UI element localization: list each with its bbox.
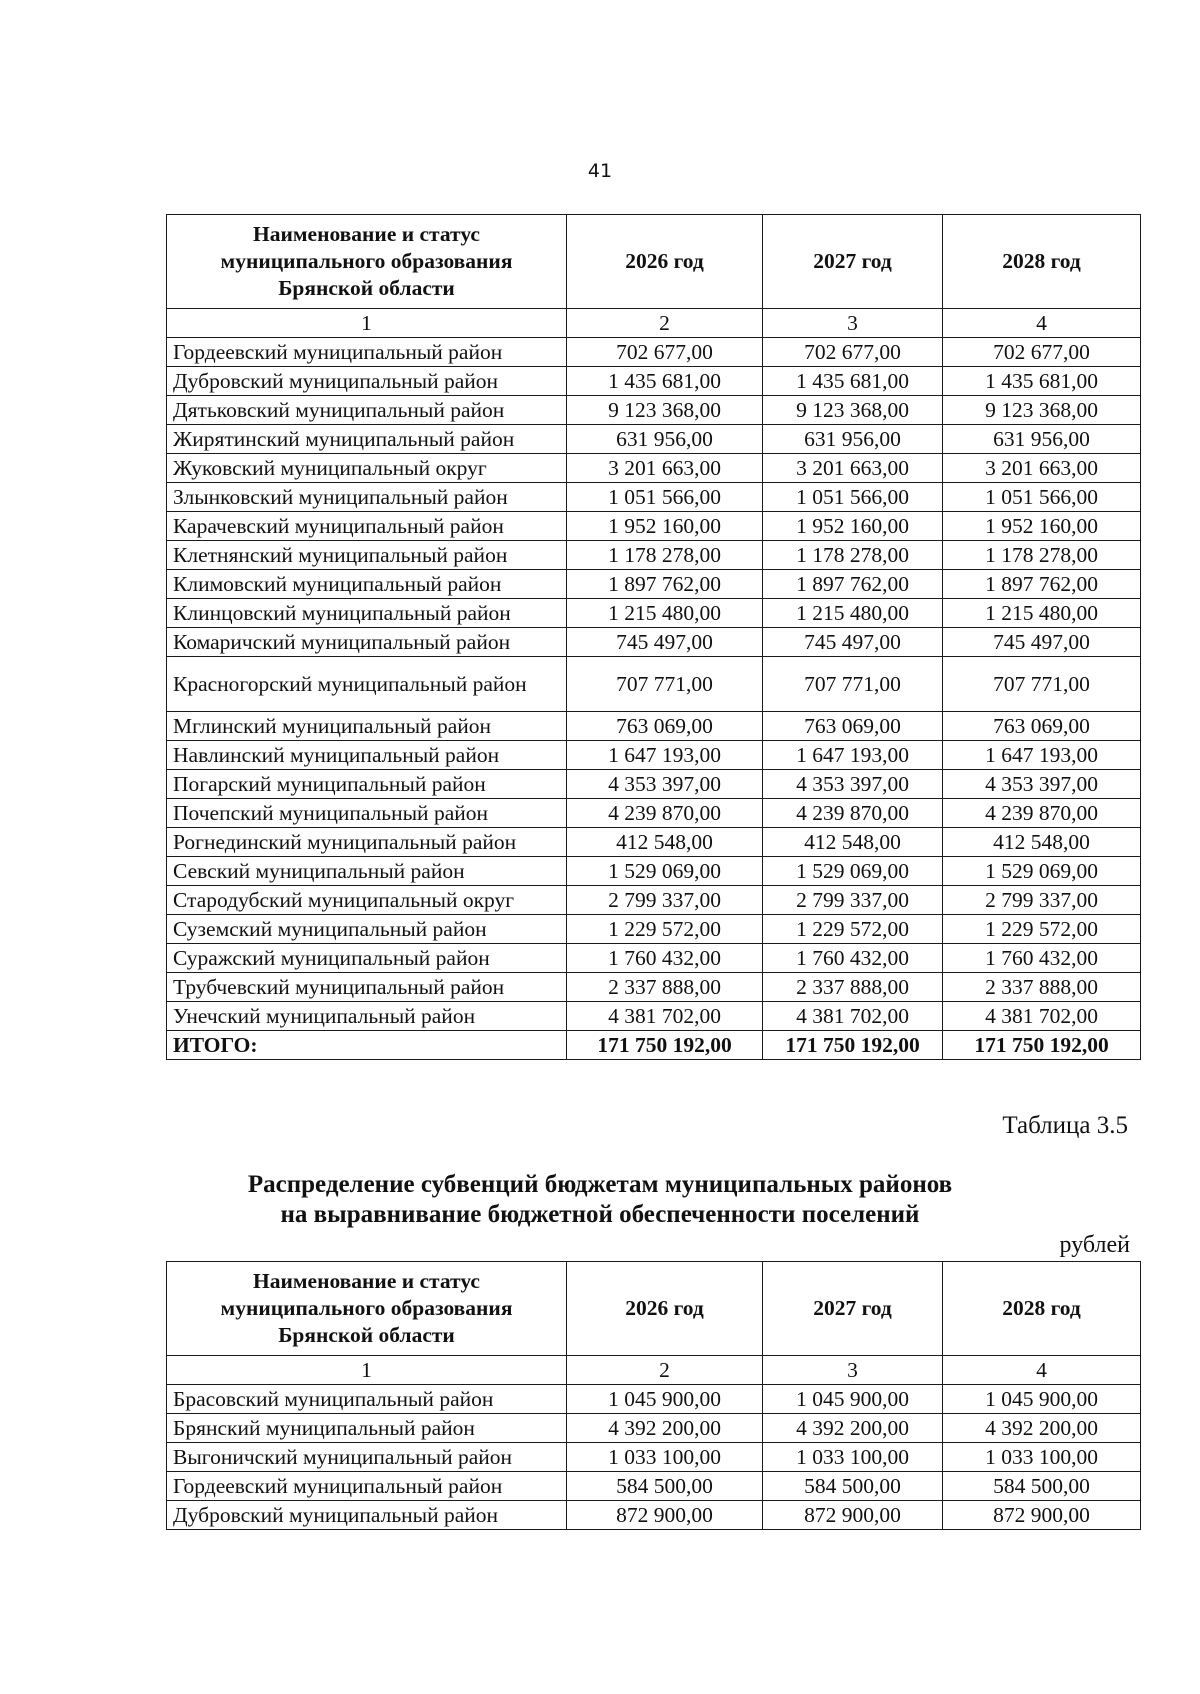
header-name: Наименование и статус муниципального образования Брянской области <box>167 215 567 309</box>
row-value-2028: 1 529 069,00 <box>943 857 1141 886</box>
section-title-line-1: Распределение субвенций бюджетам муниципальных районов <box>247 1171 953 1198</box>
row-value-2027: 3 201 663,00 <box>763 454 943 483</box>
row-value-2027: 2 799 337,00 <box>763 886 943 915</box>
table-row <box>167 741 1141 770</box>
row-name: Комаричский муниципальный район <box>167 628 567 657</box>
table-row <box>167 599 1141 628</box>
row-value-2027: 631 956,00 <box>763 425 943 454</box>
table-row <box>167 944 1141 973</box>
total-row <box>167 1031 1141 1060</box>
row-value-2027: 412 548,00 <box>763 828 943 857</box>
row-value-2027: 1 229 572,00 <box>763 915 943 944</box>
row-value-2026: 3 201 663,00 <box>567 454 763 483</box>
row-value-2026: 412 548,00 <box>567 828 763 857</box>
row-value-2028: 1 952 160,00 <box>943 512 1141 541</box>
row-name: Брасовский муниципальный район <box>167 1385 567 1414</box>
row-value-2026: 2 337 888,00 <box>567 973 763 1002</box>
table-row <box>167 1472 1141 1501</box>
row-name: Климовский муниципальный район <box>167 570 567 599</box>
row-value-2026: 745 497,00 <box>567 628 763 657</box>
table-row <box>167 1002 1141 1031</box>
header-2027: 2027 год <box>763 215 943 309</box>
row-value-2028: 1 435 681,00 <box>943 367 1141 396</box>
row-value-2028: 1 760 432,00 <box>943 944 1141 973</box>
section-title-line-2: на выравнивание бюджетной обеспеченности поселений <box>280 1201 920 1228</box>
subsidy-table-1 <box>166 214 1141 1060</box>
row-value-2026: 9 123 368,00 <box>567 396 763 425</box>
table-row <box>167 1443 1141 1472</box>
row-value-2027: 1 045 900,00 <box>763 1385 943 1414</box>
row-value-2026: 1 435 681,00 <box>567 367 763 396</box>
table-label: Таблица 3.5 <box>1002 1112 1128 1139</box>
column-index: 2 <box>567 309 763 338</box>
row-value-2028: 4 353 397,00 <box>943 770 1141 799</box>
row-value-2028: 2 337 888,00 <box>943 973 1141 1002</box>
row-name: Трубчевский муниципальный район <box>167 973 567 1002</box>
row-value-2026: 702 677,00 <box>567 338 763 367</box>
row-value-2026: 1 229 572,00 <box>567 915 763 944</box>
row-value-2027: 1 952 160,00 <box>763 512 943 541</box>
row-value-2027: 1 215 480,00 <box>763 599 943 628</box>
row-value-2028: 9 123 368,00 <box>943 396 1141 425</box>
table-header-row <box>167 215 1141 309</box>
row-name: Жуковский муниципальный округ <box>167 454 567 483</box>
table-row <box>167 799 1141 828</box>
row-value-2027: 4 392 200,00 <box>763 1414 943 1443</box>
row-value-2027: 763 069,00 <box>763 712 943 741</box>
total-2027: 171 750 192,00 <box>763 1031 943 1060</box>
table-row <box>167 570 1141 599</box>
row-name: Стародубский муниципальный округ <box>167 886 567 915</box>
table-row <box>167 396 1141 425</box>
page-number: 41 <box>587 160 613 182</box>
row-value-2027: 1 033 100,00 <box>763 1443 943 1472</box>
row-value-2026: 1 647 193,00 <box>567 741 763 770</box>
row-value-2026: 872 900,00 <box>567 1501 763 1530</box>
row-name: Клинцовский муниципальный район <box>167 599 567 628</box>
table-row <box>167 828 1141 857</box>
row-value-2028: 4 381 702,00 <box>943 1002 1141 1031</box>
column-index: 4 <box>943 309 1141 338</box>
column-index: 2 <box>567 1356 763 1385</box>
row-value-2026: 4 239 870,00 <box>567 799 763 828</box>
row-value-2028: 4 239 870,00 <box>943 799 1141 828</box>
table-row <box>167 886 1141 915</box>
unit-label: рублей <box>1059 1232 1130 1258</box>
row-value-2027: 745 497,00 <box>763 628 943 657</box>
row-name: Унечский муниципальный район <box>167 1002 567 1031</box>
header-2028: 2028 год <box>943 1262 1141 1356</box>
row-value-2028: 745 497,00 <box>943 628 1141 657</box>
row-name: Суражский муниципальный район <box>167 944 567 973</box>
table-row <box>167 770 1141 799</box>
row-value-2027: 1 529 069,00 <box>763 857 943 886</box>
row-value-2028: 3 201 663,00 <box>943 454 1141 483</box>
row-value-2028: 412 548,00 <box>943 828 1141 857</box>
row-value-2028: 584 500,00 <box>943 1472 1141 1501</box>
table-row <box>167 915 1141 944</box>
row-name: Выгоничский муниципальный район <box>167 1443 567 1472</box>
table-row <box>167 1501 1141 1530</box>
row-value-2027: 872 900,00 <box>763 1501 943 1530</box>
table-body <box>167 1385 1141 1530</box>
row-name: Красногорский муниципальный район <box>167 657 567 712</box>
row-value-2027: 584 500,00 <box>763 1472 943 1501</box>
row-value-2027: 4 381 702,00 <box>763 1002 943 1031</box>
section-title <box>0 1170 1200 1230</box>
row-value-2027: 1 051 566,00 <box>763 483 943 512</box>
table-row <box>167 338 1141 367</box>
table-row <box>167 483 1141 512</box>
row-name: Клетнянский муниципальный район <box>167 541 567 570</box>
row-name: Жирятинский муниципальный район <box>167 425 567 454</box>
row-value-2028: 1 647 193,00 <box>943 741 1141 770</box>
row-value-2026: 4 392 200,00 <box>567 1414 763 1443</box>
row-value-2028: 763 069,00 <box>943 712 1141 741</box>
row-value-2026: 631 956,00 <box>567 425 763 454</box>
row-value-2028: 1 178 278,00 <box>943 541 1141 570</box>
row-value-2028: 2 799 337,00 <box>943 886 1141 915</box>
row-value-2026: 2 799 337,00 <box>567 886 763 915</box>
row-value-2028: 631 956,00 <box>943 425 1141 454</box>
row-name: Гордеевский муниципальный район <box>167 1472 567 1501</box>
row-name: Навлинский муниципальный район <box>167 741 567 770</box>
row-value-2028: 872 900,00 <box>943 1501 1141 1530</box>
row-value-2028: 1 033 100,00 <box>943 1443 1141 1472</box>
row-name: Брянский муниципальный район <box>167 1414 567 1443</box>
table-row <box>167 657 1141 712</box>
row-value-2027: 702 677,00 <box>763 338 943 367</box>
row-name: Дубровский муниципальный район <box>167 1501 567 1530</box>
table-row <box>167 628 1141 657</box>
column-index: 3 <box>763 309 943 338</box>
header-2027: 2027 год <box>763 1262 943 1356</box>
row-value-2027: 1 178 278,00 <box>763 541 943 570</box>
row-name: Дятьковский муниципальный район <box>167 396 567 425</box>
total-label: ИТОГО: <box>167 1031 567 1060</box>
row-value-2026: 1 045 900,00 <box>567 1385 763 1414</box>
row-value-2027: 707 771,00 <box>763 657 943 712</box>
table-row <box>167 857 1141 886</box>
row-value-2028: 4 392 200,00 <box>943 1414 1141 1443</box>
row-value-2028: 1 215 480,00 <box>943 599 1141 628</box>
column-index-row <box>167 309 1141 338</box>
row-value-2026: 763 069,00 <box>567 712 763 741</box>
row-name: Суземский муниципальный район <box>167 915 567 944</box>
row-value-2027: 1 435 681,00 <box>763 367 943 396</box>
row-value-2027: 1 760 432,00 <box>763 944 943 973</box>
header-name: Наименование и статус муниципального образования Брянской области <box>167 1262 567 1356</box>
table-row <box>167 541 1141 570</box>
subsidy-table-2 <box>166 1261 1141 1530</box>
row-value-2028: 1 051 566,00 <box>943 483 1141 512</box>
row-value-2027: 4 239 870,00 <box>763 799 943 828</box>
table-row <box>167 973 1141 1002</box>
row-value-2026: 707 771,00 <box>567 657 763 712</box>
header-2026: 2026 год <box>567 1262 763 1356</box>
row-value-2026: 4 353 397,00 <box>567 770 763 799</box>
row-name: Карачевский муниципальный район <box>167 512 567 541</box>
table-header-row <box>167 1262 1141 1356</box>
column-index: 1 <box>167 1356 567 1385</box>
row-value-2027: 9 123 368,00 <box>763 396 943 425</box>
total-2028: 171 750 192,00 <box>943 1031 1141 1060</box>
total-2026: 171 750 192,00 <box>567 1031 763 1060</box>
row-value-2028: 1 229 572,00 <box>943 915 1141 944</box>
column-index: 1 <box>167 309 567 338</box>
table-row <box>167 367 1141 396</box>
row-name: Погарский муниципальный район <box>167 770 567 799</box>
row-name: Севский муниципальный район <box>167 857 567 886</box>
row-name: Злынковский муниципальный район <box>167 483 567 512</box>
row-value-2027: 1 897 762,00 <box>763 570 943 599</box>
header-2028: 2028 год <box>943 215 1141 309</box>
row-value-2028: 702 677,00 <box>943 338 1141 367</box>
row-name: Почепский муниципальный район <box>167 799 567 828</box>
row-value-2026: 1 178 278,00 <box>567 541 763 570</box>
table-body <box>167 338 1141 1031</box>
column-index: 4 <box>943 1356 1141 1385</box>
row-name: Дубровский муниципальный район <box>167 367 567 396</box>
header-2026: 2026 год <box>567 215 763 309</box>
row-value-2028: 1 045 900,00 <box>943 1385 1141 1414</box>
row-value-2026: 1 952 160,00 <box>567 512 763 541</box>
row-value-2028: 1 897 762,00 <box>943 570 1141 599</box>
table-row <box>167 454 1141 483</box>
row-name: Рогнединский муниципальный район <box>167 828 567 857</box>
row-value-2026: 584 500,00 <box>567 1472 763 1501</box>
row-value-2026: 1 033 100,00 <box>567 1443 763 1472</box>
table-row <box>167 1385 1141 1414</box>
row-value-2027: 2 337 888,00 <box>763 973 943 1002</box>
table-row <box>167 425 1141 454</box>
row-value-2026: 4 381 702,00 <box>567 1002 763 1031</box>
row-value-2026: 1 897 762,00 <box>567 570 763 599</box>
row-value-2026: 1 760 432,00 <box>567 944 763 973</box>
table-row <box>167 1414 1141 1443</box>
row-value-2028: 707 771,00 <box>943 657 1141 712</box>
row-value-2027: 4 353 397,00 <box>763 770 943 799</box>
row-value-2026: 1 051 566,00 <box>567 483 763 512</box>
row-value-2026: 1 529 069,00 <box>567 857 763 886</box>
column-index: 3 <box>763 1356 943 1385</box>
row-name: Мглинский муниципальный район <box>167 712 567 741</box>
row-value-2026: 1 215 480,00 <box>567 599 763 628</box>
column-index-row <box>167 1356 1141 1385</box>
row-name: Гордеевский муниципальный район <box>167 338 567 367</box>
table-row <box>167 712 1141 741</box>
table-row <box>167 512 1141 541</box>
row-value-2027: 1 647 193,00 <box>763 741 943 770</box>
